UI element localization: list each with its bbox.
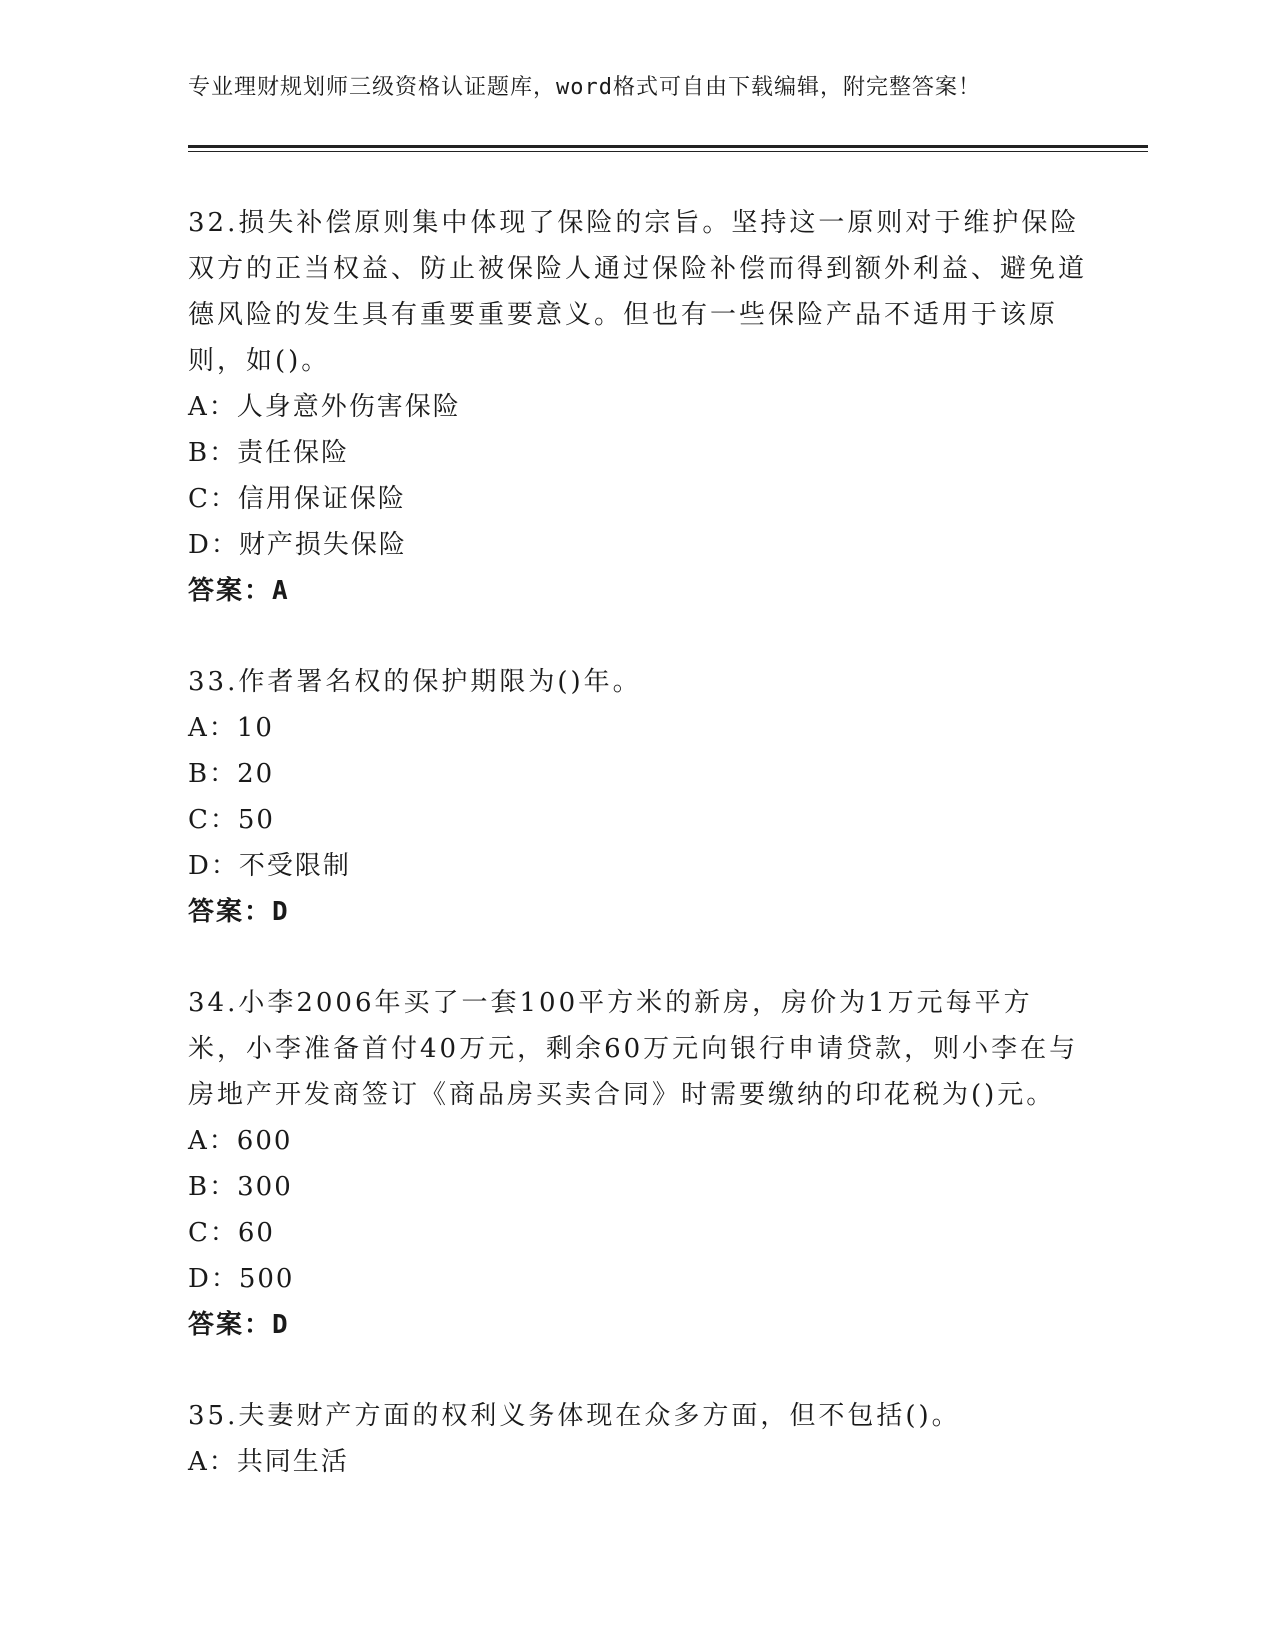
option-a: A：共同生活 <box>188 1447 349 1477</box>
answer: 答案：D <box>188 897 290 927</box>
option-b: B：责任保险 <box>188 438 350 468</box>
option-a: A：10 <box>188 713 274 743</box>
option-d: D：不受限制 <box>188 851 351 881</box>
header-rule-thick <box>188 145 1148 148</box>
option-b: B：20 <box>188 759 275 789</box>
question-33 <box>188 659 1088 935</box>
question-32 <box>188 200 1088 614</box>
header-rule-thin <box>188 151 1148 152</box>
question-stem: 33.作者署名权的保护期限为()年。 <box>188 667 642 697</box>
answer: 答案：D <box>188 1310 290 1340</box>
question-stem: 32.损失补偿原则集中体现了保险的宗旨。坚持这一原则对于维护保险双方的正当权益、防止被保险人通过保险补偿而得到额外利益、避免道德风险的发生具有重要重要意义。但也有一些保险产品不适用于该原则，如()。 <box>188 208 1088 376</box>
option-c: C：60 <box>188 1218 275 1248</box>
question-stem: 34.小李2006年买了一套100平方米的新房，房价为1万元每平方米，小李准备首付40万元，剩余60万元向银行申请贷款，则小李在与房地产开发商签订《商品房买卖合同》时需要缴纳的印花税为()元。 <box>188 988 1079 1110</box>
option-c: C：信用保证保险 <box>188 484 406 514</box>
option-c: C：50 <box>188 805 275 835</box>
page-header: 专业理财规划师三级资格认证题库，word格式可自由下载编辑，附完整答案！ <box>188 75 981 100</box>
question-stem: 35.夫妻财产方面的权利义务体现在众多方面，但不包括()。 <box>188 1401 961 1431</box>
answer: 答案：A <box>188 576 290 606</box>
option-d: D：财产损失保险 <box>188 530 407 560</box>
option-a: A：人身意外伤害保险 <box>188 392 461 422</box>
option-a: A：600 <box>188 1126 293 1156</box>
question-list <box>188 200 1088 1530</box>
option-d: D：500 <box>188 1264 295 1294</box>
option-b: B：300 <box>188 1172 293 1202</box>
question-34 <box>188 980 1088 1348</box>
question-35 <box>188 1393 1088 1485</box>
